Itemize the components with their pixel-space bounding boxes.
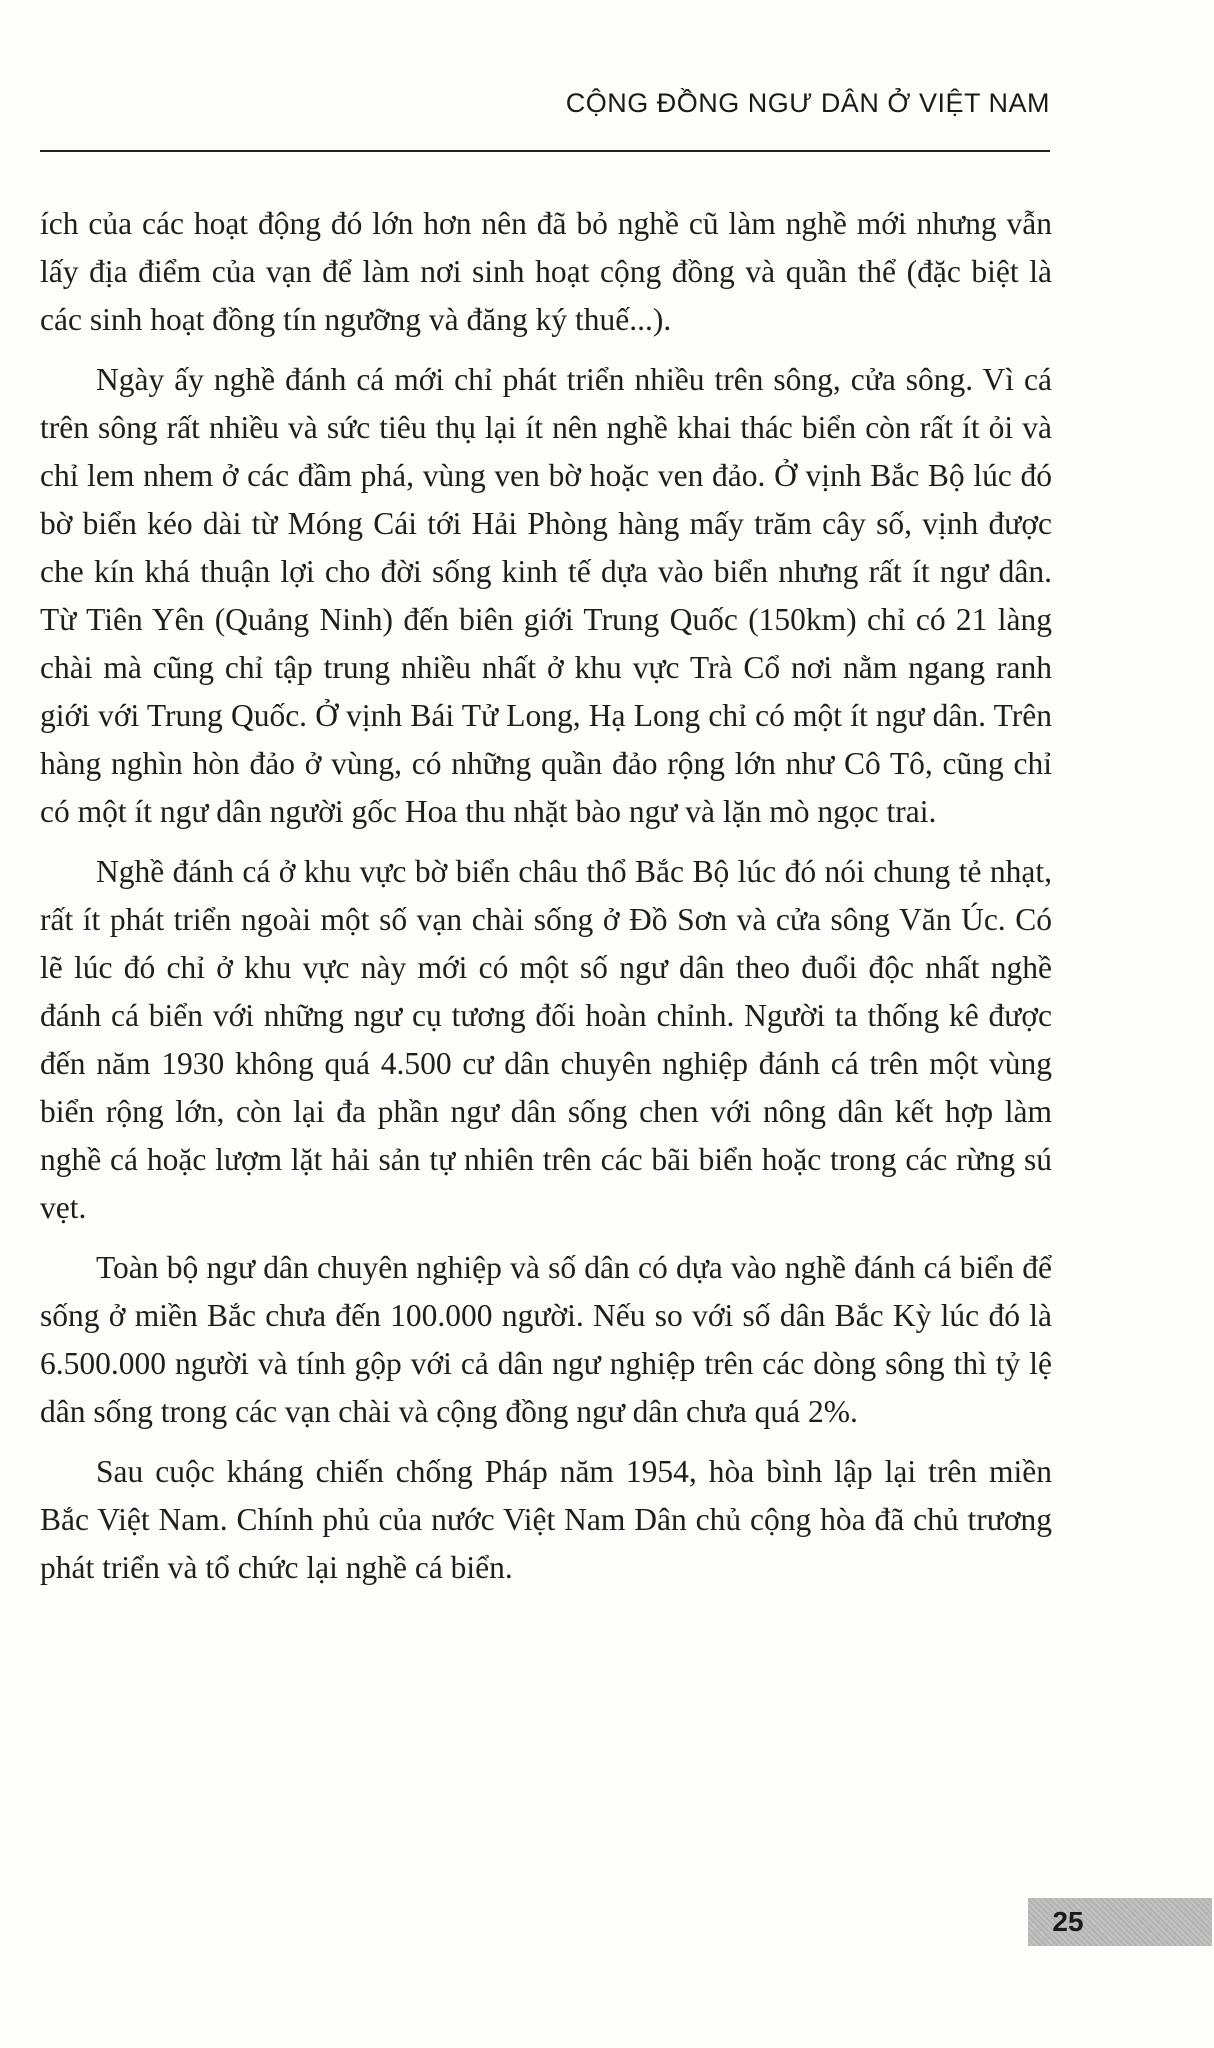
paragraph-5: Sau cuộc kháng chiến chống Pháp năm 1954, hòa bình lập lại trên miền Bắc Việt Nam. Chính phủ của nước Việt Nam Dân chủ cộng hòa đã chủ trương phát triển và tổ chức lại nghề cá biển.	[40, 1454, 1052, 1585]
body-text	[40, 200, 1052, 1592]
paragraph-3: Nghề đánh cá ở khu vực bờ biển châu thổ Bắc Bộ lúc đó nói chung tẻ nhạt, rất ít phát triển ngoài một số vạn chài sống ở Đồ Sơn và cửa sông Văn Úc. Có lẽ lúc đó chỉ ở khu vực này mới có một số ngư dân theo đuổi độc nhất nghề đánh cá biển với những ngư cụ tương đối hoàn chỉnh. Người ta thống kê được đến năm 1930 không quá 4.500 cư dân chuyên nghiệp đánh cá trên một vùng biển rộng lớn, còn lại đa phần ngư dân sống chen với nông dân kết hợp làm nghề cá hoặc lượm lặt hải sản tự nhiên trên các bãi biển hoặc trong các rừng sú vẹt.	[40, 854, 1052, 1225]
running-header: CỘNG ĐỒNG NGƯ DÂN Ở VIỆT NAM	[565, 88, 1050, 118]
paragraph-1: ích của các hoạt động đó lớn hơn nên đã bỏ nghề cũ làm nghề mới nhưng vẫn lấy địa điểm của vạn để làm nơi sinh hoạt cộng đồng và quần thể (đặc biệt là các sinh hoạt đồng tín ngưỡng và đăng ký thuế...).	[40, 206, 1052, 337]
paragraph-2: Ngày ấy nghề đánh cá mới chỉ phát triển nhiều trên sông, cửa sông. Vì cá trên sông rất nhiều và sức tiêu thụ lại ít nên nghề khai thác biển còn rất ít ỏi và chỉ lem nhem ở các đầm phá, vùng ven bờ hoặc ven đảo. Ở vịnh Bắc Bộ lúc đó bờ biển kéo dài từ Móng Cái tới Hải Phòng hàng mấy trăm cây số, vịnh được che kín khá thuận lợi cho đời sống kinh tế dựa vào biển nhưng rất ít ngư dân. Từ Tiên Yên (Quảng Ninh) đến biên giới Trung Quốc (150km) chỉ có 21 làng chài mà cũng chỉ tập trung nhiều nhất ở khu vực Trà Cổ nơi nằm ngang ranh giới với Trung Quốc. Ở vịnh Bái Tử Long, Hạ Long chỉ có một ít ngư dân. Trên hàng nghìn hòn đảo ở vùng, có những quần đảo rộng lớn như Cô Tô, cũng chỉ có một ít ngư dân người gốc Hoa thu nhặt bào ngư và lặn mò ngọc trai.	[40, 362, 1052, 829]
page-number: 25	[1052, 1906, 1084, 1937]
paragraph-4: Toàn bộ ngư dân chuyên nghiệp và số dân có dựa vào nghề đánh cá biển để sống ở miền Bắc chưa đến 100.000 người. Nếu so với số dân Bắc Kỳ lúc đó là 6.500.000 người và tính gộp với cả dân ngư nghiệp trên các dòng sông thì tỷ lệ dân sống trong các vạn chài và cộng đồng ngư dân chưa quá 2%.	[40, 1250, 1052, 1429]
header-divider	[40, 150, 1050, 152]
